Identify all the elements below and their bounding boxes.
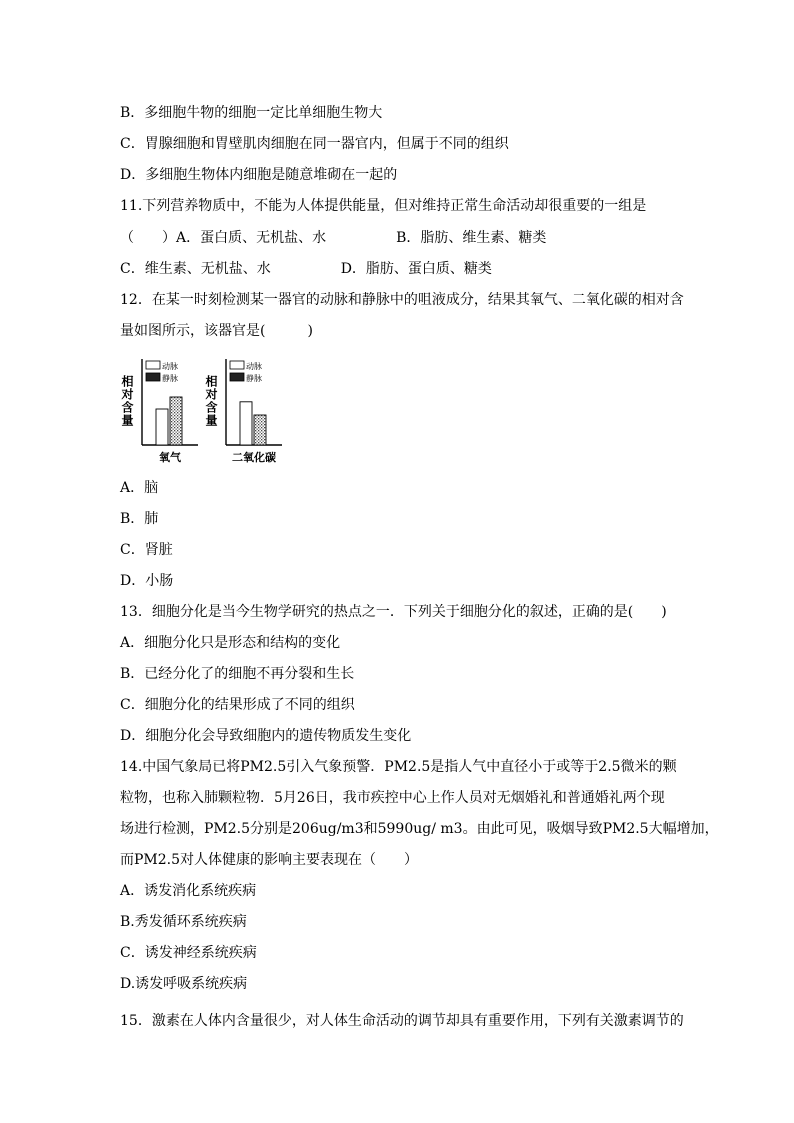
question-12-stem-cont: 量如图所示，该器官是( )	[120, 323, 313, 339]
answer-b: B．肺	[120, 511, 159, 527]
x-axis-label: 二氧化碳	[232, 451, 276, 464]
bar-动脉	[240, 402, 252, 445]
y-axis-label: 相对含量	[120, 375, 134, 427]
bar-静脉	[170, 397, 182, 445]
y-axis-label: 相对含量	[204, 375, 218, 427]
answer-c: C．肾脏	[120, 542, 173, 558]
question-11-options-cd: C．维生素、无机盐、水 D．脂肪、蛋白质、糖类	[120, 261, 492, 277]
question-12-stem: 12．在某一时刻检测某一器官的动脉和静脉中的咀液成分，结果其氧气、二氧化碳的相对含	[120, 292, 684, 308]
legend-swatch-vein	[230, 373, 244, 381]
question-14-stem-4: 而PM2.5对人体健康的影响主要表现在（ ）	[120, 852, 419, 868]
legend-label-artery: 动脉	[162, 362, 178, 371]
q14-option-b: B.秀发循环系统疾病	[120, 914, 247, 930]
legend-swatch-artery	[146, 361, 160, 369]
bar-chart-svg	[120, 355, 290, 467]
carbon-dioxide-chart	[204, 359, 282, 464]
question-14-stem: 14.中国气象局已将PM2.5引入气象预警．PM2.5是指人气中直径小于或等于2.5微米的颗	[120, 759, 677, 775]
legend-label-vein: 静脉	[162, 374, 178, 383]
option-c: C．胃腺细胞和胃壁肌肉细胞在同一器官内，但属于不同的组织	[120, 136, 509, 152]
question-13-stem: 13．细胞分化是当今生物学研究的热点之一．下列关于细胞分化的叙述，正确的是( )	[120, 604, 667, 620]
option-d: D．多细胞生物体内细胞是随意堆砌在一起的	[120, 167, 398, 183]
oxygen-chart	[120, 359, 198, 464]
legend-swatch-vein	[146, 373, 160, 381]
q13-option-d: D．细胞分化会导致细胞内的遗传物质发生变化	[120, 728, 412, 744]
x-axis-label: 氧气	[159, 451, 181, 464]
q14-option-a: A．诱发消化系统疾病	[120, 883, 257, 899]
legend-label-vein: 静脉	[246, 374, 262, 383]
question-15-stem: 15．激素在人体内含量很少，对人体生命活动的调节却具有重要作用，下列有关激素调节的	[120, 1013, 684, 1029]
question-11-stem: 11.下列营养物质中，不能为人体提供能量，但对维持正常生命活动却很重要的一组是	[120, 198, 647, 214]
bar-chart-figure	[120, 355, 290, 467]
legend-label-artery: 动脉	[246, 362, 262, 371]
legend-swatch-artery	[230, 361, 244, 369]
question-11-options-ab: （ ）A．蛋白质、无机盐、水 B．脂肪、维生素、糖类	[120, 230, 547, 246]
answer-a: A．脑	[120, 480, 159, 496]
question-14-stem-3: 场进行检测，PM2.5分别是206ug/m3和5990ug/ m3。由此可见，吸烟导致PM2.5大幅增加，	[120, 821, 719, 837]
answer-d: D．小肠	[120, 573, 174, 589]
question-14-stem-2: 粒物，也称入肺颗粒物．5月26日，我市疾控中心上作人员对无烟婚礼和普通婚礼两个现	[120, 790, 665, 806]
q14-option-c: C．诱发神经系统疾病	[120, 945, 257, 961]
q13-option-a: A．细胞分化只是形态和结构的变化	[120, 635, 341, 651]
bar-动脉	[156, 409, 168, 445]
q14-option-d: D.诱发呼吸系统疾病	[120, 976, 248, 992]
bar-静脉	[254, 415, 266, 445]
q13-option-b: B．已经分化了的细胞不再分裂和生长	[120, 666, 355, 682]
q13-option-c: C．细胞分化的结果形成了不同的组织	[120, 697, 355, 713]
option-b: B．多细胞牛物的细胞一定比单细胞生物大	[120, 105, 383, 121]
